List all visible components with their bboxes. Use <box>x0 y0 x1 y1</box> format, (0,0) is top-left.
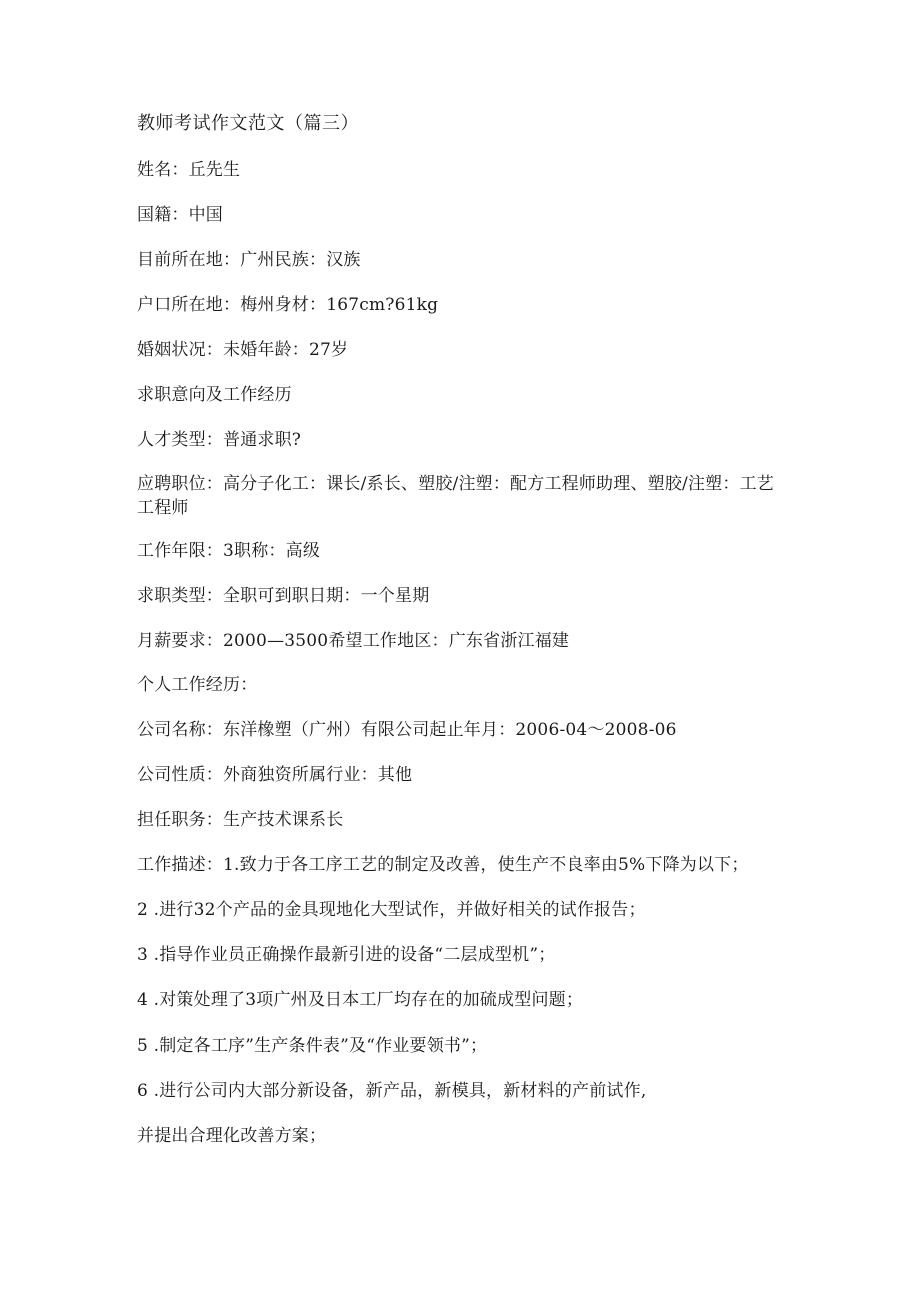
field-talent-type: 人才类型：普通求职? <box>137 430 302 450</box>
section-heading-intent: 求职意向及工作经历 <box>137 385 292 405</box>
field-applied-position: 应聘职位：高分子化工：课长/系长、塑胶/注塑：配方工程师助理、塑胶/注塑：工艺工程师 <box>137 474 774 518</box>
work-item-6-continued: 并提出合理化改善方案； <box>137 1126 327 1146</box>
field-nationality: 国籍：中国 <box>137 205 223 225</box>
work-item-2: 2 .进行32个产品的金具现地化大型试作，并做好相关的试作报告； <box>137 900 646 920</box>
section-heading-experience: 个人工作经历： <box>137 675 258 695</box>
field-registry-body: 户口所在地：梅州身材：167cm?61kg <box>137 295 439 315</box>
field-job-type: 求职类型：全职可到职日期：一个星期 <box>137 586 430 606</box>
work-item-5: 5 .制定各工序”生产条件表”及“作业要领书”； <box>137 1036 488 1056</box>
field-salary-region: 月薪要求：2000—3500希望工作地区：广东省浙江福建 <box>137 631 570 651</box>
field-company-type: 公司性质：外商独资所属行业：其他 <box>137 765 413 785</box>
field-years-title: 工作年限：3职称：高级 <box>137 541 321 561</box>
field-role: 担任职务：生产技术课系长 <box>137 810 344 830</box>
work-item-6: 6 .进行公司内大部分新设备，新产品，新模具，新材料的产前试作, <box>137 1081 647 1101</box>
work-item-4: 4 .对策处理了3项广州及日本工厂均存在的加硫成型问题； <box>137 990 584 1010</box>
work-item-1: 工作描述：1.致力于各工序工艺的制定及改善，使生产不良率由5%下降为以下； <box>137 855 749 875</box>
work-item-3: 3 .指导作业员正确操作最新引进的设备“二层成型机”； <box>137 945 556 965</box>
field-marital-age: 婚姻状况：未婚年龄：27岁 <box>137 340 349 360</box>
document-title: 教师考试作文范文（篇三） <box>137 113 359 134</box>
field-name: 姓名：丘先生 <box>137 160 241 180</box>
field-location-ethnicity: 目前所在地：广州民族：汉族 <box>137 250 361 270</box>
field-company-name: 公司名称：东洋橡塑（广州）有限公司起止年月：2006-04～2008-06 <box>137 720 677 740</box>
